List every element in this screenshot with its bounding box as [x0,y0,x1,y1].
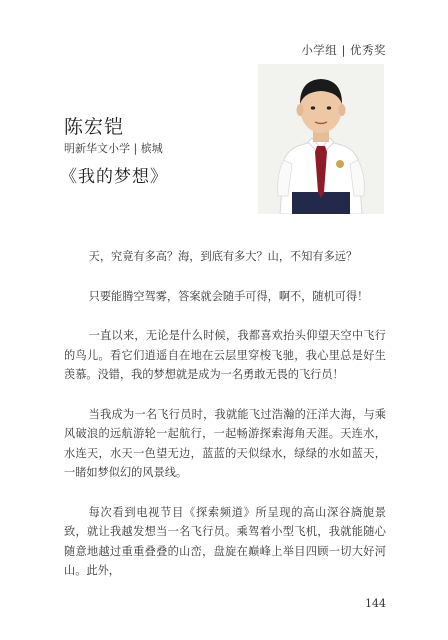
essay-paragraph: 只要能腾空驾雾，答案就会随手可得，啊不，随机可得！ [88,289,369,303]
essay-paragraph: 天，究竟有多高？海，到底有多大？山，不知有多远？ [88,250,358,263]
student-portrait-image [258,64,384,214]
essay-body [64,247,386,601]
essay-paragraph: 一直以来，无论是什么时候，我都喜欢抬头仰望天空中飞行的鸟儿。看它们逍遥自在地在云层里穿梭飞驰，我心里总是好生羡慕。没错，我的梦想就是成为一名勇敢无畏的飞行员！ [64,329,386,381]
essay-title: 《我的梦想》 [60,167,168,187]
essay-paragraph: 每次看到电视节目《探索频道》所呈现的高山深谷旖旎景致，就让我越发想当一名飞行员。乘驾着小型飞机，我就能随心随意地越过重重叠叠的山峦，盘旋在巅峰上举目四顾一切大好河山。此外， [64,505,386,577]
page-number: 144 [365,597,386,610]
category-label: 小学组 | 优秀奖 [301,43,386,57]
student-portrait-photo [258,64,384,214]
author-school: 明新华文小学 | 槟城 [64,142,163,155]
essay-paragraph: 当我成为一名飞行员时，我就能飞过浩瀚的汪洋大海，与乘风破浪的远航游轮一起航行，一起畅游探索海角天涯。天连水，水连天，水天一色望无边，蓝蓝的天似绿水，绿绿的水如蓝天，一睹如梦似幻的风景线。 [64,407,386,479]
author-name: 陈宏铠 [64,116,125,138]
